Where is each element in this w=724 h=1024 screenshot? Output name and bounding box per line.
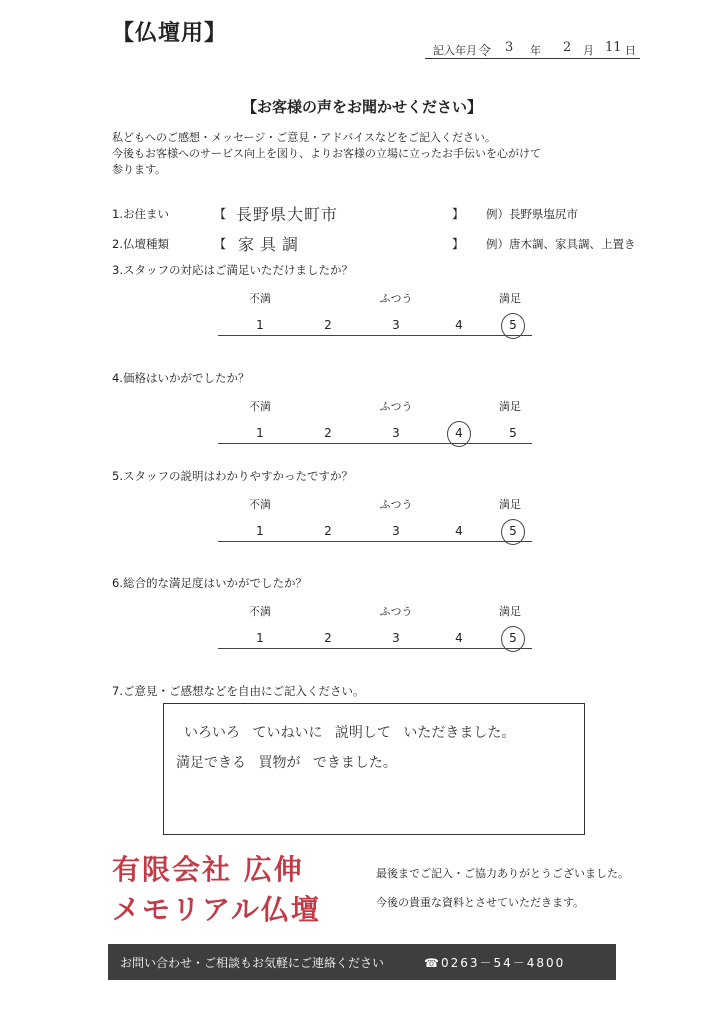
date-era: 令 xyxy=(478,44,492,59)
scale-label-mid: ふつう xyxy=(379,498,413,511)
scale-label-high: 満足 xyxy=(499,400,521,413)
scale-number-2: 2 xyxy=(324,318,332,332)
q2-bracket-open: 【 xyxy=(214,237,227,251)
selected-circle-mark xyxy=(501,313,525,339)
comment-box xyxy=(163,703,585,835)
scale-label-mid: ふつう xyxy=(379,605,413,618)
q1-bracket-open: 【 xyxy=(214,207,227,221)
q2-answer: 家具調 xyxy=(238,235,305,254)
scale-number-4: 4 xyxy=(455,631,463,645)
rating-question-5: 5.スタッフの説明はわかりやすかったですか？ xyxy=(112,469,353,483)
q2-bracket-close: 】 xyxy=(452,237,465,251)
selected-circle-mark xyxy=(501,519,525,545)
date-month-unit: 月 xyxy=(583,44,594,57)
q1-label: 1.お住まい xyxy=(112,207,169,221)
scale-number-1: 1 xyxy=(256,631,264,645)
scale-label-mid: ふつう xyxy=(379,292,413,305)
scale-number-3: 3 xyxy=(392,524,400,538)
scale-number-2: 2 xyxy=(324,426,332,440)
scale-number-4: 4 xyxy=(455,524,463,538)
scale-number-3: 3 xyxy=(392,318,400,332)
contact-footer xyxy=(108,944,616,980)
scale-line xyxy=(218,443,532,444)
company-name: 有限会社 広伸 xyxy=(112,853,304,886)
date-day: 11 xyxy=(605,40,622,55)
scale-number-4: 4 xyxy=(455,318,463,332)
rating-question-4: 4.価格はいかがでしたか？ xyxy=(112,371,250,385)
scale-label-low: 不満 xyxy=(249,498,271,511)
scale-number-4: 4 xyxy=(455,426,463,440)
thanks-line-2: 今後の貴重な資料とさせていただきます。 xyxy=(376,896,585,909)
comment-line-2: 満足できる 買物が できました。 xyxy=(176,755,397,771)
scale-number-1: 1 xyxy=(256,524,264,538)
scale-number-5: 5 xyxy=(509,524,517,538)
q7-label: 7.ご意見・ご感想などを自由にご記入ください。 xyxy=(112,684,365,698)
date-year: 3 xyxy=(505,40,514,55)
scale-number-3: 3 xyxy=(392,631,400,645)
scale-label-mid: ふつう xyxy=(379,400,413,413)
company-subname: メモリアル仏壇 xyxy=(112,893,321,926)
rating-question-3: 3.スタッフの対応はご満足いただけましたか？ xyxy=(112,263,353,277)
intro-line-3: 参ります。 xyxy=(112,163,167,176)
intro-line-2: 今後もお客様へのサービス向上を図り、よりお客様の立場に立ったお手伝いを心がけて xyxy=(112,147,541,160)
scale-number-2: 2 xyxy=(324,631,332,645)
date-field xyxy=(425,40,640,59)
intro-line-1: 私どもへのご感想・メッセージ・ご意見・アドバイスなどをご記入ください。 xyxy=(112,131,497,144)
date-day-unit: 日 xyxy=(625,44,636,57)
footer-message: お問い合わせ・ご相談もお気軽にご連絡ください xyxy=(120,956,385,970)
document-title: 【仏壇用】 xyxy=(112,21,228,46)
date-month: 2 xyxy=(563,40,572,55)
q2-label: 2.仏壇種類 xyxy=(112,237,169,251)
survey-heading: 【お客様の声をお聞かせください】 xyxy=(241,98,482,116)
q2-example: 例）唐木調、家具調、上置き xyxy=(486,237,636,251)
date-label: 記入年月 xyxy=(433,44,477,57)
scale-label-low: 不満 xyxy=(249,605,271,618)
rating-question-6: 6.総合的な満足度はいかがでしたか？ xyxy=(112,576,307,590)
q1-bracket-close: 】 xyxy=(452,207,465,221)
scale-label-low: 不満 xyxy=(249,400,271,413)
scale-label-high: 満足 xyxy=(499,605,521,618)
scale-label-high: 満足 xyxy=(499,498,521,511)
scale-number-1: 1 xyxy=(256,318,264,332)
date-year-unit: 年 xyxy=(530,44,541,57)
q1-example: 例）長野県塩尻市 xyxy=(486,207,578,221)
scale-line xyxy=(218,648,532,649)
scale-number-5: 5 xyxy=(509,318,517,332)
scale-number-1: 1 xyxy=(256,426,264,440)
scale-number-5: 5 xyxy=(509,426,517,440)
selected-circle-mark xyxy=(501,626,525,652)
scale-number-5: 5 xyxy=(509,631,517,645)
scale-number-2: 2 xyxy=(324,524,332,538)
scale-line xyxy=(218,541,532,542)
q1-answer: 長野県大町市 xyxy=(236,205,339,224)
thanks-line-1: 最後までご記入・ご協力ありがとうございました。 xyxy=(376,867,629,880)
scale-line xyxy=(218,335,532,336)
footer-phone[interactable]: ☎0263－54－4800 xyxy=(424,956,566,970)
scale-label-low: 不満 xyxy=(249,292,271,305)
comment-line-1: いろいろ ていねいに 説明して いただきました。 xyxy=(184,725,516,741)
selected-circle-mark xyxy=(447,421,471,447)
scale-label-high: 満足 xyxy=(499,292,521,305)
scale-number-3: 3 xyxy=(392,426,400,440)
